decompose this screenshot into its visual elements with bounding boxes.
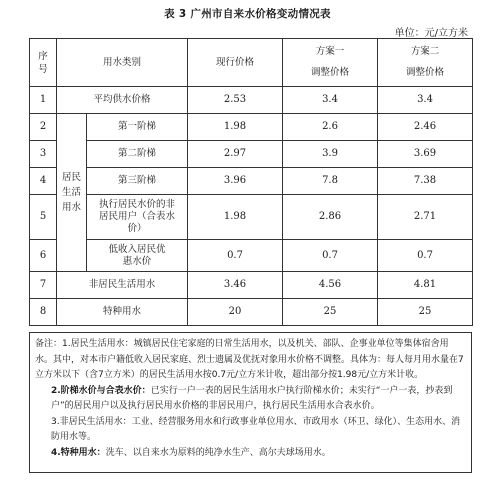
table-row — [30, 195, 473, 240]
row-plan1: 2.6 — [283, 114, 378, 141]
header-plan2-label: 方案二 — [410, 46, 440, 57]
row-plan1: 4.56 — [283, 272, 378, 299]
table-row — [30, 87, 473, 114]
row-plan1: 2.86 — [283, 195, 378, 240]
row-no: 4 — [30, 168, 57, 195]
row-current: 0.7 — [188, 240, 283, 272]
row-current: 2.53 — [188, 87, 283, 114]
row-name: 平均供水价格 — [57, 87, 188, 114]
row-name: 特种用水 — [57, 299, 188, 326]
row-current: 2.97 — [188, 141, 283, 168]
row-plan2: 25 — [378, 299, 473, 326]
row-name: 执行居民水价的非居民用户（合表水价） — [87, 195, 188, 240]
row-name: 第一阶梯 — [87, 114, 188, 141]
note-2-text: 已实行一户一表的居民生活用水户执行阶梯水价；未实行“一户一表，抄表到户”的居民用户以及执行居民用水价格的非居民用户，执行居民生活用水合表水价。 — [51, 385, 453, 411]
header-category: 用水类别 — [57, 39, 188, 87]
note-3: 3.非居民生活用水：工业、经营服务用水和行政事业单位用水、市政用水（环卫、绿化）、生态用水、消防用水等。 — [51, 416, 461, 442]
row-name: 第二阶梯 — [87, 141, 188, 168]
table-row — [30, 114, 473, 141]
row-plan2: 2.46 — [378, 114, 473, 141]
table-row — [30, 272, 473, 299]
table-row — [30, 240, 473, 272]
row-plan1: 3.4 — [283, 87, 378, 114]
row-plan1: 25 — [283, 299, 378, 326]
group-label: 居民生活用水 — [61, 172, 81, 213]
note-4-text: 洗车、以自来水为原料的纯净水生产、高尔夫球场用水。 — [105, 447, 331, 458]
row-no: 1 — [30, 87, 57, 114]
table-row — [30, 141, 473, 168]
row-plan2: 3.69 — [378, 141, 473, 168]
row-plan2: 3.4 — [378, 87, 473, 114]
header-plan2 — [378, 39, 473, 87]
row-current: 3.46 — [188, 272, 283, 299]
note-2 — [35, 384, 466, 415]
row-no: 3 — [30, 141, 57, 168]
row-name: 第三阶梯 — [87, 168, 188, 195]
header-plan1-sub: 调整价格 — [311, 67, 350, 78]
note-2-label: 2.阶梯水价与合表水价： — [51, 385, 151, 396]
row-name: 低收入居民优惠水价 — [87, 240, 188, 272]
row-plan2: 0.7 — [378, 240, 473, 272]
row-current: 3.96 — [188, 168, 283, 195]
row-current: 1.98 — [188, 114, 283, 141]
water-price-table — [29, 38, 473, 326]
header-plan1-label: 方案一 — [315, 46, 345, 57]
notes-box — [29, 332, 472, 473]
row-plan2: 2.71 — [378, 195, 473, 240]
row-no: 2 — [30, 114, 57, 141]
header-current: 现行价格 — [188, 39, 283, 87]
row-no: 7 — [30, 272, 57, 299]
row-no: 8 — [30, 299, 57, 326]
unit-label: 单位：元/立方米 — [394, 28, 468, 39]
table-title: 表 3 广州市自来水价格变动情况表 — [164, 8, 331, 20]
note-4 — [35, 446, 466, 462]
table-row — [30, 168, 473, 195]
row-name: 非居民生活用水 — [57, 272, 188, 299]
row-no: 5 — [30, 195, 57, 240]
note-1: 备注：1.居民生活用水：城镇居民住宅家庭的日常生活用水，以及机关、部队、企事业单位等集体宿舍用水。其中，对本市户籍低收入居民家庭、烈士遗属及优抚对象用水价格不调整。具体为：每人每月用水量在7立方米以下（含7立方米）的居民生活用水按0.7元/立方米计收，超出部分按1.98元/立方米计收。 — [35, 339, 464, 380]
row-plan2: 7.38 — [378, 168, 473, 195]
header-plan2-sub: 调整价格 — [406, 67, 445, 78]
table-row — [30, 299, 473, 326]
row-no: 6 — [30, 240, 57, 272]
header-plan1 — [283, 39, 378, 87]
row-current: 1.98 — [188, 195, 283, 240]
row-plan1: 3.9 — [283, 141, 378, 168]
row-current: 20 — [188, 299, 283, 326]
row-plan1: 7.8 — [283, 168, 378, 195]
note-4-label: 4.特种用水： — [51, 447, 106, 458]
header-seq: 序号 — [30, 39, 57, 87]
group-label-cell — [57, 114, 87, 272]
row-plan2: 4.81 — [378, 272, 473, 299]
row-plan1: 0.7 — [283, 240, 378, 272]
